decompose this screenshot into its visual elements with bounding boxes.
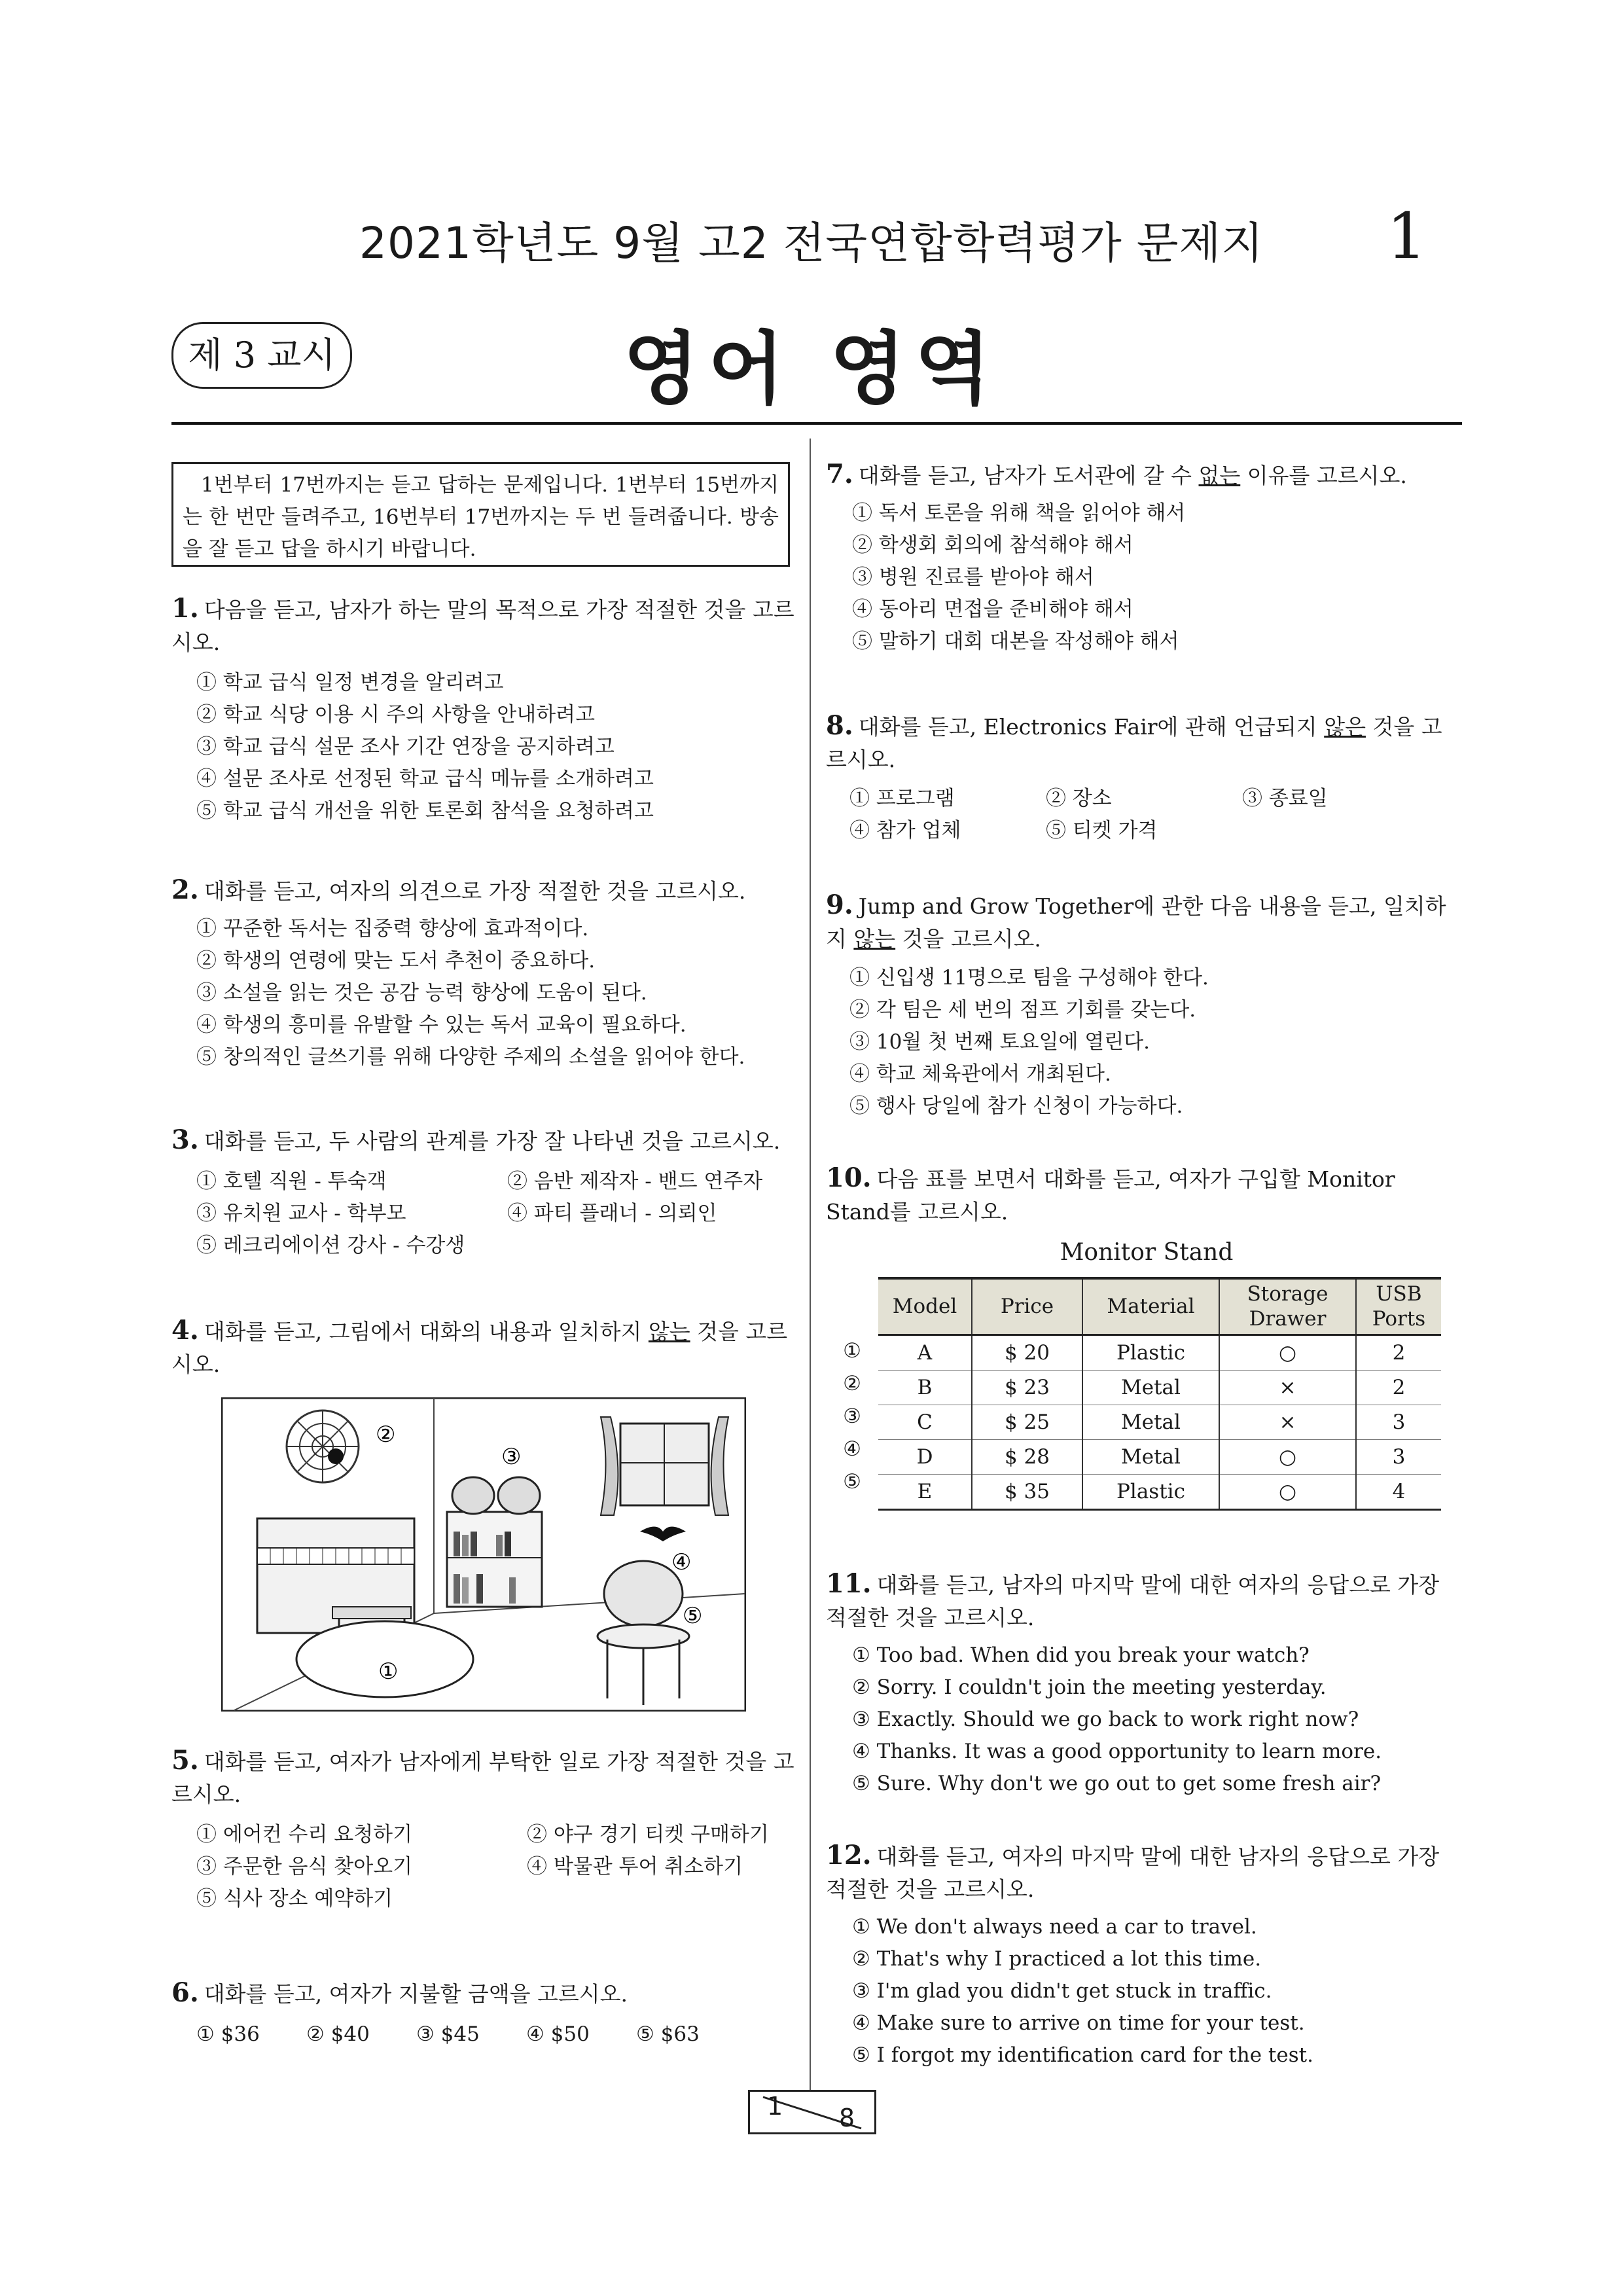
header-drawer: Storage Drawer (1219, 1278, 1356, 1335)
option: ④ Make sure to arrive on time for your test. (852, 2011, 1305, 2035)
option: ③ 유치원 교사 - 학부모 (196, 1202, 406, 1225)
question-text: 대화를 듣고, 남자가 도서관에 갈 수 (858, 463, 1199, 488)
option: ③ $45 (416, 2022, 480, 2046)
table-row (878, 1474, 1441, 1509)
cell-price: $ 28 (972, 1439, 1082, 1474)
option: ④ 동아리 면접을 준비해야 해서 (852, 598, 1133, 621)
question-number: 1. (171, 593, 199, 624)
option: ⑤ $63 (636, 2022, 700, 2046)
option: ⑤ 창의적인 글쓰기를 위해 다양한 주제의 소설을 읽어야 한다. (196, 1045, 745, 1069)
header-material: Material (1082, 1278, 1219, 1335)
row-marker: ③ (843, 1405, 861, 1428)
question-text: 대화를 듣고, 여자의 의견으로 가장 적절한 것을 고르시오. (204, 878, 746, 904)
option: ③ 주문한 음식 찾아오기 (196, 1855, 413, 1878)
option: ⑤ 티켓 가격 (1046, 819, 1158, 842)
monitor-stand-table (878, 1277, 1441, 1511)
cell-drawer: × (1219, 1405, 1356, 1439)
underlined-word: 않은 (1324, 714, 1366, 740)
option: ④ 설문 조사로 선정된 학교 급식 메뉴를 소개하려고 (196, 767, 654, 791)
session-badge: 제 3 교시 (171, 322, 352, 389)
marker-5: ⑤ (683, 1603, 703, 1629)
cell-material: Metal (1082, 1405, 1219, 1439)
cell-model: E (878, 1474, 972, 1509)
option: ② Sorry. I couldn't join the meeting yesterday. (852, 1676, 1327, 1699)
option: ④ 학생의 흥미를 유발할 수 있는 독서 교육이 필요하다. (196, 1013, 687, 1037)
table-row (878, 1439, 1441, 1474)
room-illustration (221, 1397, 746, 1712)
bookshelf-icon (447, 1512, 542, 1607)
question-text: Jump and Grow Together에 관한 다음 내용을 듣고, 일치하지 (826, 893, 1446, 952)
cell-usb: 2 (1356, 1370, 1441, 1405)
option: ① 호텔 직원 - 투숙객 (196, 1170, 387, 1193)
question-1 (171, 592, 796, 827)
marker-4: ④ (671, 1549, 692, 1575)
question-number: 8. (826, 710, 853, 741)
question-3 (171, 1124, 796, 1262)
question-text-end: 것을 고르시오. (895, 926, 1041, 952)
underlined-word: 않는 (648, 1319, 690, 1344)
cell-usb: 3 (1356, 1405, 1441, 1439)
option: ② That's why I practiced a lot this time. (852, 1947, 1262, 1971)
option: ② 야구 경기 티켓 구매하기 (527, 1823, 769, 1846)
option: ② $40 (306, 2022, 370, 2046)
underlined-word: 없는 (1198, 463, 1241, 488)
question-8 (826, 709, 1454, 847)
question-number: 10. (826, 1162, 872, 1193)
cell-price: $ 35 (972, 1474, 1082, 1509)
question-number: 12. (826, 1840, 872, 1871)
option: ③ 학교 급식 설문 조사 기간 연장을 공지하려고 (196, 735, 615, 759)
question-text: 대화를 듣고, 여자가 남자에게 부탁한 일로 가장 적절한 것을 고르시오. (171, 1749, 794, 1807)
question-text-end: 이유를 고르시오. (1240, 463, 1407, 488)
header-model: Model (878, 1278, 972, 1335)
question-text: 대화를 듣고, 두 사람의 관계를 가장 잘 나타낸 것을 고르시오. (204, 1128, 781, 1154)
question-6 (171, 1977, 796, 2051)
option: ⑤ 학교 급식 개선을 위한 토론회 참석을 요청하려고 (196, 799, 654, 823)
row-marker: ② (843, 1372, 861, 1395)
question-text: 다음을 듣고, 남자가 하는 말의 목적으로 가장 적절한 것을 고르시오. (171, 597, 794, 655)
option: ⑤ 레크리에이션 강사 - 수강생 (196, 1234, 465, 1257)
question-text: 다음 표를 보면서 대화를 듣고, 여자가 구입할 Monitor Stand를 고르시오. (826, 1166, 1395, 1225)
listening-notice: 1번부터 17번까지는 듣고 답하는 문제입니다. 1번부터 15번까지는 한 번만 들려주고, 16번부터 17번까지는 두 번 들려줍니다. 방송을 잘 듣고 답을 하시기 바랍니다. (171, 462, 790, 567)
cell-price: $ 25 (972, 1405, 1082, 1439)
cell-usb: 2 (1356, 1335, 1441, 1370)
option: ⑤ 행사 당일에 참가 신청이 가능하다. (849, 1094, 1183, 1118)
cell-model: C (878, 1405, 972, 1439)
option: ④ 파티 플래너 - 의뢰인 (507, 1202, 717, 1225)
question-number: 4. (171, 1315, 199, 1346)
option: ① 독서 토론을 위해 책을 읽어야 해서 (852, 501, 1186, 525)
cell-drawer: ○ (1219, 1474, 1356, 1509)
option: ⑤ 식사 장소 예약하기 (196, 1887, 393, 1910)
option: ③ 병원 진료를 받아야 해서 (852, 565, 1094, 589)
window-icon (601, 1417, 728, 1515)
option: ④ 박물관 투어 취소하기 (527, 1855, 743, 1878)
question-text: 대화를 듣고, 여자가 지불할 금액을 고르시오. (204, 1981, 628, 2007)
basket-icon (604, 1561, 683, 1626)
question-text: 대화를 듣고, 여자의 마지막 말에 대한 남자의 응답으로 가장 적절한 것을 고르시오. (826, 1844, 1440, 1902)
cell-material: Plastic (1082, 1335, 1219, 1370)
row-marker: ① (843, 1339, 861, 1363)
option: ① Too bad. When did you break your watch? (852, 1643, 1310, 1667)
question-12 (826, 1839, 1454, 2072)
cell-usb: 4 (1356, 1474, 1441, 1509)
header-price: Price (972, 1278, 1082, 1335)
question-text-end: 것을 고르시오. (826, 714, 1442, 772)
question-text: 대화를 듣고, 남자의 마지막 말에 대한 여자의 응답으로 가장 적절한 것을 고르시오. (826, 1572, 1440, 1630)
table-row (878, 1370, 1441, 1405)
option: ① 프로그램 (849, 787, 955, 810)
question-text: 대화를 듣고, 그림에서 대화의 내용과 일치하지 (204, 1319, 649, 1344)
underlined-word: 않는 (853, 926, 896, 952)
cell-usb: 3 (1356, 1439, 1441, 1474)
option: ② 학생의 연령에 맞는 도서 추천이 중요하다. (196, 949, 596, 973)
marker-1: ① (378, 1659, 399, 1685)
question-7 (826, 458, 1454, 658)
option: ④ Thanks. It was a good opportunity to learn more. (852, 1740, 1382, 1763)
question-10 (826, 1162, 1454, 1511)
question-number: 5. (171, 1745, 199, 1776)
question-9 (826, 889, 1454, 1122)
option: ③ Exactly. Should we go back to work right now? (852, 1708, 1359, 1731)
cell-model: A (878, 1335, 972, 1370)
marker-2: ② (376, 1422, 396, 1448)
option: ⑤ Sure. Why don't we go out to get some fresh air? (852, 1772, 1382, 1795)
option: ② 학교 식당 이용 시 주의 사항을 안내하려고 (196, 703, 596, 726)
cell-model: B (878, 1370, 972, 1405)
page-indicator (748, 2090, 876, 2134)
option: ⑤ I forgot my identification card for the test. (852, 2043, 1313, 2067)
option: ① $36 (196, 2022, 260, 2046)
option: ④ 학교 체육관에서 개최된다. (849, 1062, 1111, 1086)
column-divider (810, 439, 811, 2091)
table-row (878, 1405, 1441, 1439)
option: ③ I'm glad you didn't get stuck in traffic. (852, 1979, 1272, 2003)
spider-web-icon (287, 1410, 359, 1482)
option: ② 음반 제작자 - 밴드 연주자 (507, 1170, 763, 1193)
option: ② 장소 (1046, 787, 1112, 810)
question-number: 11. (826, 1568, 872, 1599)
cell-price: $ 23 (972, 1370, 1082, 1405)
table-row (878, 1335, 1441, 1370)
option: ① 꾸준한 독서는 집중력 향상에 효과적이다. (196, 917, 589, 941)
option: ⑤ 말하기 대회 대본을 작성해야 해서 (852, 630, 1179, 653)
cell-material: Plastic (1082, 1474, 1219, 1509)
option: ③ 종료일 (1242, 787, 1328, 810)
option: ① 학교 급식 일정 변경을 알리려고 (196, 671, 504, 694)
question-number: 6. (171, 1977, 199, 2008)
cell-drawer: ○ (1219, 1335, 1356, 1370)
cell-material: Metal (1082, 1439, 1219, 1474)
option: ④ 참가 업체 (849, 819, 961, 842)
question-5 (171, 1744, 796, 1915)
option: ① 신입생 11명으로 팀을 구성해야 한다. (849, 966, 1209, 990)
question-number: 3. (171, 1124, 199, 1155)
exam-title: 2021학년도 9월 고2 전국연합학력평가 문제지 (359, 218, 1264, 268)
row-marker: ④ (843, 1437, 861, 1461)
page-number-large: 1 (1386, 200, 1427, 273)
total-pages: 8 (838, 2104, 855, 2132)
question-text: 대화를 듣고, Electronics Fair에 관해 언급되지 (858, 714, 1325, 740)
option: ④ $50 (526, 2022, 590, 2046)
header-usb: USB Ports (1356, 1278, 1441, 1335)
cell-drawer: × (1219, 1370, 1356, 1405)
question-number: 2. (171, 874, 199, 905)
header-divider (171, 422, 1462, 425)
option: ③ 10월 첫 번째 토요일에 열린다. (849, 1030, 1150, 1054)
question-text-end: 것을 고르시오. (171, 1319, 788, 1377)
cell-price: $ 20 (972, 1335, 1082, 1370)
cell-drawer: ○ (1219, 1439, 1356, 1474)
question-number: 9. (826, 889, 853, 920)
row-marker: ⑤ (843, 1470, 861, 1494)
question-2 (171, 874, 796, 1073)
table-title: Monitor Stand (1060, 1239, 1234, 1266)
option: ② 각 팀은 세 번의 점프 기회를 갖는다. (849, 998, 1196, 1022)
current-page: 1 (767, 2092, 783, 2121)
option: ① 에어컨 수리 요청하기 (196, 1823, 413, 1846)
question-4 (171, 1314, 796, 1381)
subject-title: 영어 영역 (623, 324, 1000, 415)
question-11 (826, 1568, 1454, 1800)
marker-3: ③ (501, 1444, 522, 1470)
option: ① We don't always need a car to travel. (852, 1915, 1257, 1939)
cell-model: D (878, 1439, 972, 1474)
question-number: 7. (826, 459, 853, 490)
option: ② 학생회 회의에 참석해야 해서 (852, 533, 1133, 557)
option: ③ 소설을 읽는 것은 공감 능력 향상에 도움이 된다. (196, 981, 647, 1005)
cell-material: Metal (1082, 1370, 1219, 1405)
